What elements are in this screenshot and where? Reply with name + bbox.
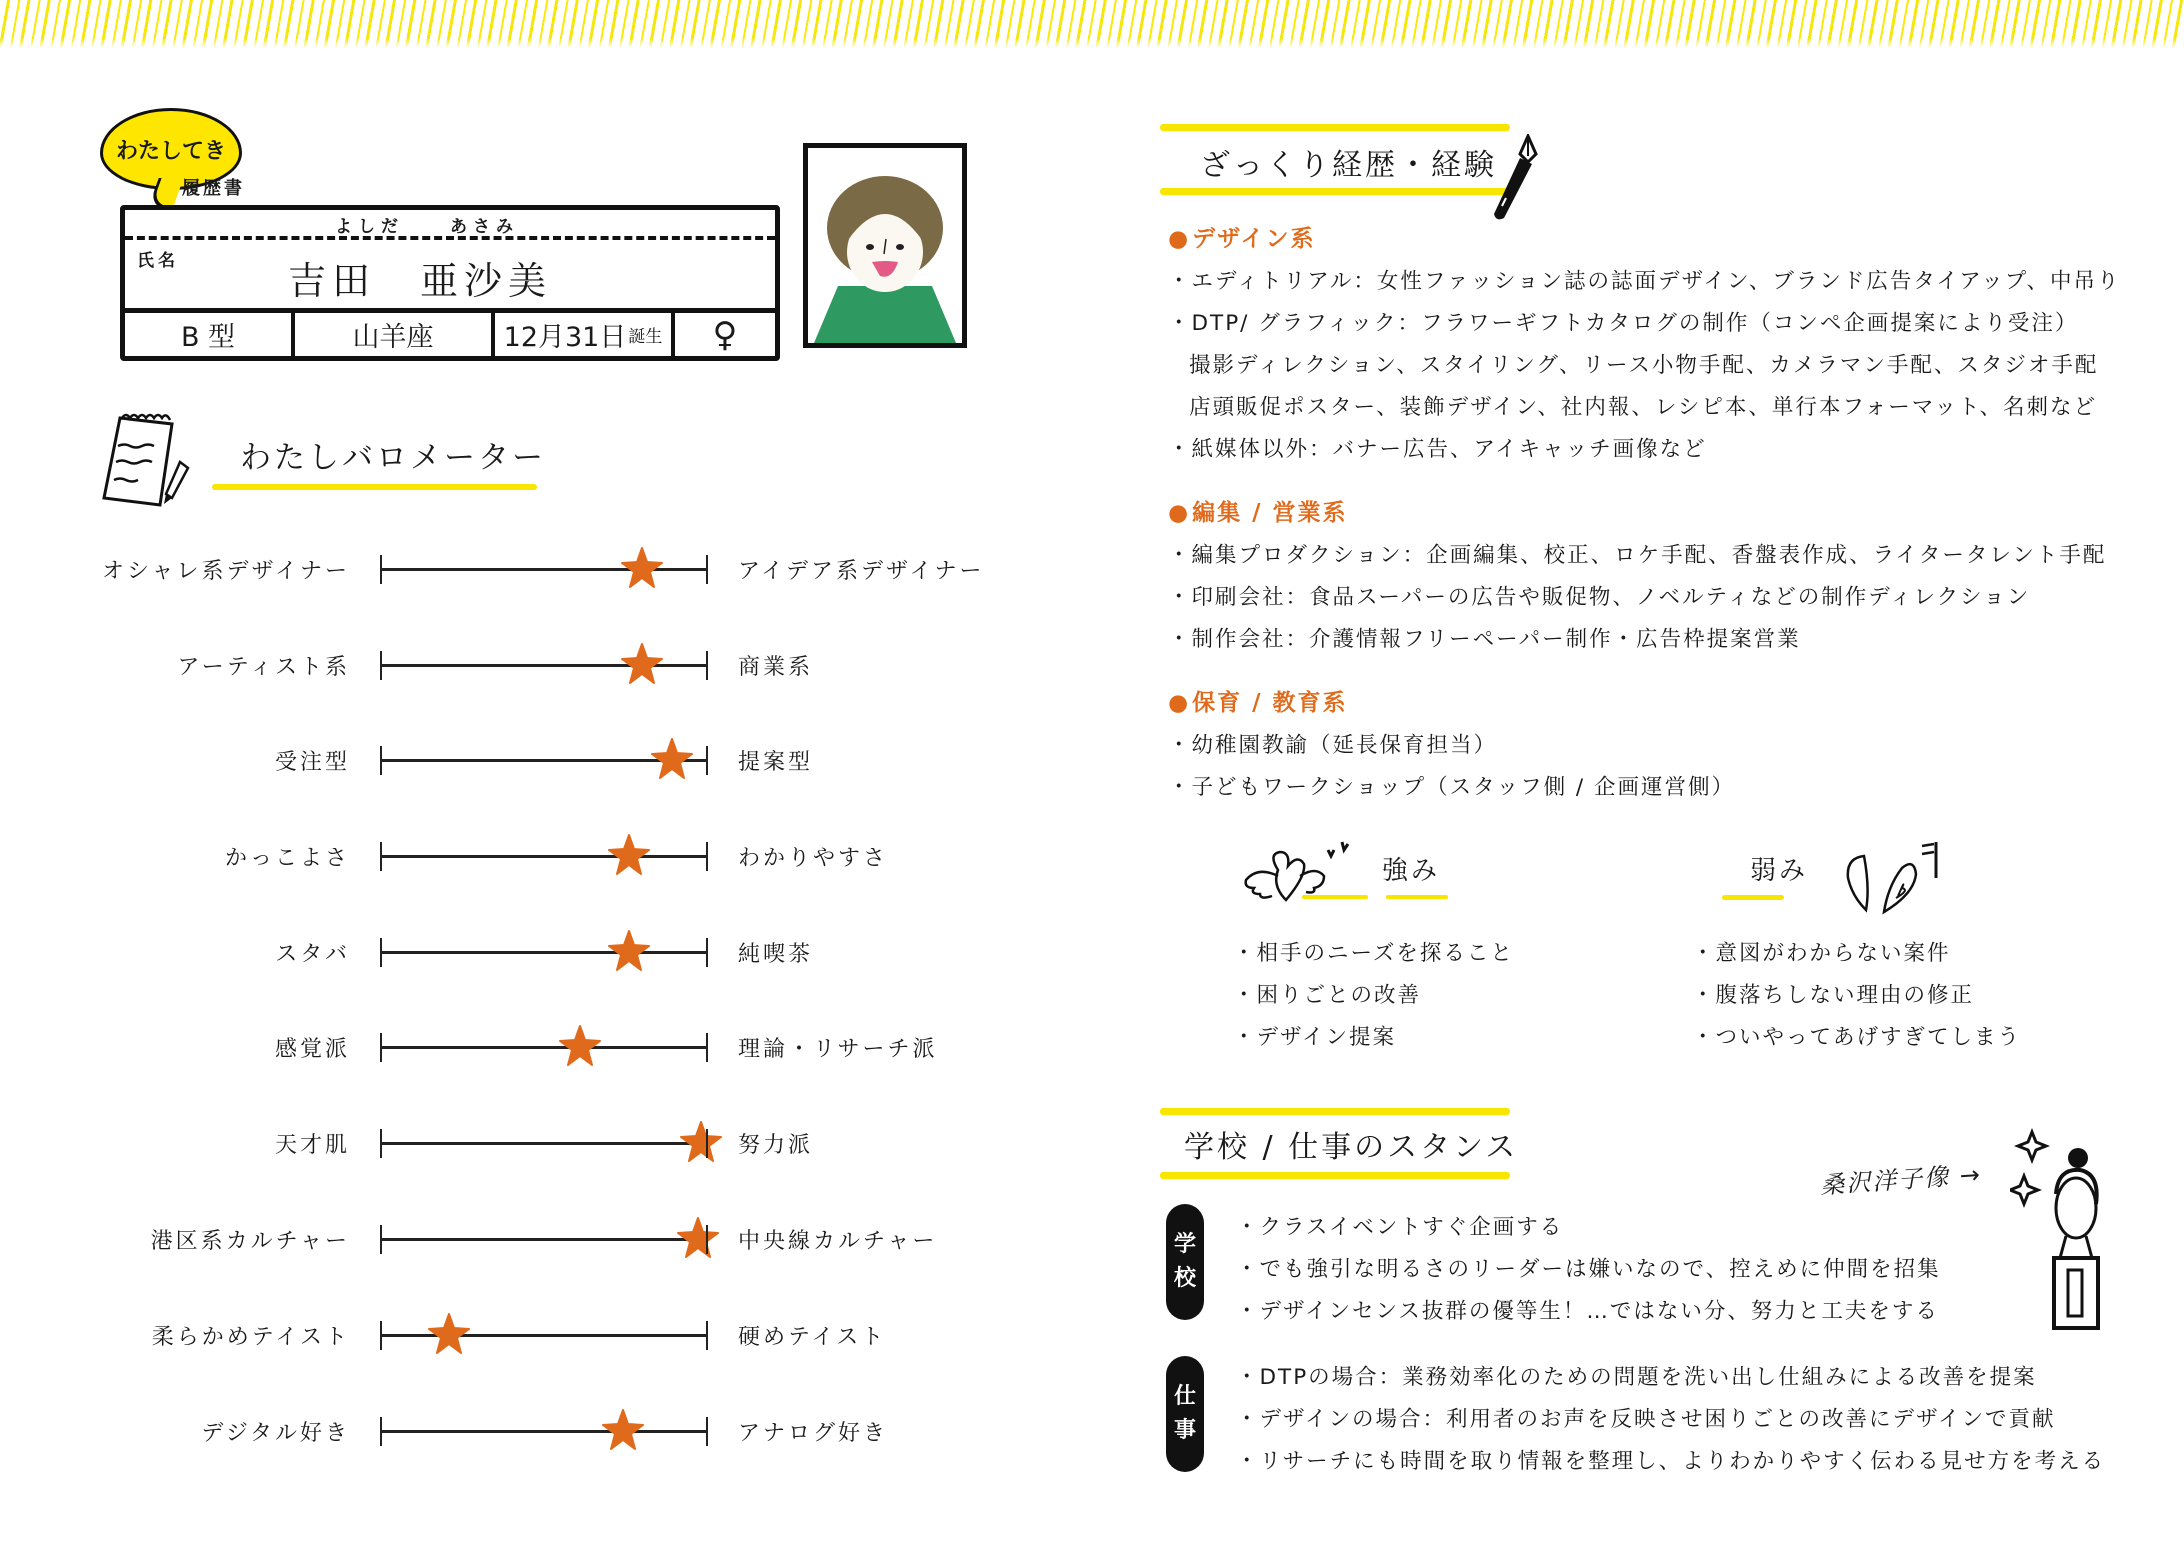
blood-type-value: B 型 (180, 322, 236, 353)
star-marker-icon (620, 642, 664, 686)
barometer-right-label: 提案型 (738, 750, 814, 775)
zodiac-value: 山羊座 (352, 322, 434, 353)
barometer-row (0, 1220, 1050, 1260)
barometer-left-label: デジタル好き (201, 1421, 350, 1446)
yellow-underline (1160, 1108, 1510, 1115)
work-stance-item: ・デザインの場合：利用者のお声を反映させ困りごとの改善にデザインで貢献 (1236, 1407, 2056, 1432)
barometer-row (0, 550, 1050, 590)
barometer-track (380, 759, 708, 762)
broken-heart-icon (1840, 838, 1950, 918)
yellow-underline (1160, 188, 1510, 195)
school-stance-item: ・デザインセンス抜群の優等生！…ではない分、努力と工夫をする (1236, 1299, 1939, 1324)
barometer-track (380, 855, 708, 858)
barometer-title: わたしバロメーター (240, 440, 546, 476)
career-line: ・子どもワークショップ（スタッフ側 / 企画運営側） (1168, 775, 1735, 800)
barometer-right-label: アナログ好き (738, 1421, 889, 1446)
weakness-item: ・意図がわからない案件 (1692, 941, 1951, 966)
yellow-underline (1160, 1172, 1510, 1179)
barometer-row (0, 741, 1050, 781)
star-marker-icon (558, 1024, 602, 1068)
birthday-suffix: 誕生 (628, 327, 663, 347)
weaknesses-title: 弱み (1750, 856, 1809, 886)
school-stance-item: ・クラスイベントすぐ企画する (1236, 1215, 1564, 1240)
star-marker-icon (676, 1216, 720, 1260)
barometer-left-label: 感覚派 (274, 1037, 350, 1062)
gender (675, 313, 775, 356)
star-marker-icon (679, 1120, 723, 1164)
barometer-track (380, 664, 708, 667)
handwritten-note: 桑沢洋子像 → (1819, 1160, 1983, 1200)
portrait-icon (808, 148, 962, 343)
work-stance-item: ・DTPの場合：業務効率化のための問題を洗い出し仕組みによる改善を提案 (1236, 1365, 2037, 1390)
barometer-left-label: スタバ (275, 942, 350, 967)
career-line: ・紙媒体以外：バナー広告、アイキャッチ画像など (1168, 437, 1707, 462)
strength-item: ・困りごとの改善 (1233, 983, 1422, 1008)
yellow-underline (1160, 124, 1510, 131)
career-line: ・制作会社：介護情報フリーペーパー制作・広告枠提案営業 (1168, 627, 1801, 652)
barometer-track (380, 1334, 708, 1337)
barometer-row (0, 1028, 1050, 1068)
barometer-right-label: アイデア系デザイナー (738, 559, 985, 584)
career-line: ・編集プロダクション：企画編集、校正、ロケ手配、香盤表作成、ライタータレント手配 (1168, 543, 2107, 568)
barometer-left-label: 柔らかめテイスト (151, 1325, 350, 1350)
category-editing-sales: ● 編集 / 営業系 (1168, 494, 1348, 527)
resume-subtitle: 履歴書 (182, 178, 245, 199)
barometer-row (0, 1316, 1050, 1356)
winged-heart-icon (1238, 840, 1358, 910)
career-line: ・DTP/ グラフィック：フラワーギフトカタログの制作（コンペ企画提案により受注） (1168, 311, 2079, 336)
weakness-item: ・ついやってあげすぎてしまう (1692, 1025, 2022, 1050)
star-marker-icon (427, 1312, 471, 1356)
stance-title: 学校 / 仕事のスタンス (1184, 1130, 1519, 1165)
barometer-track (380, 1142, 708, 1145)
name-label: 氏名 (137, 251, 179, 271)
barometer-row (0, 837, 1050, 877)
decorative-yellow-stripe (0, 0, 2184, 48)
star-marker-icon (607, 833, 651, 877)
career-line: 撮影ディレクション、スタイリング、リース小物手配、カメラマン手配、スタジオ手配 (1189, 353, 2099, 378)
barometer-track (380, 951, 708, 954)
yellow-underline (1302, 895, 1368, 899)
furigana (335, 212, 565, 237)
star-marker-icon (601, 1408, 645, 1452)
barometer-left-label: オシャレ系デザイナー (101, 559, 350, 584)
work-badge (1166, 1356, 1204, 1472)
barometer-left-label: アーティスト系 (177, 655, 350, 680)
barometer-left-label: かっこよさ (224, 846, 350, 871)
barometer-row (0, 1412, 1050, 1452)
birthday (495, 313, 675, 356)
school-stance-item: ・でも強引な明るさのリーダーは嫌いなので、控えめに仲間を招集 (1236, 1257, 1941, 1282)
fountain-pen-icon (1490, 134, 1540, 222)
star-marker-icon (620, 546, 664, 590)
barometer-row (0, 1124, 1050, 1164)
profile-info-row (125, 308, 775, 356)
barometer-left-label: 受注型 (274, 750, 350, 775)
notepad-pencil-icon (100, 410, 215, 510)
career-line: ・幼稚園教諭（延長保育担当） (1168, 733, 1498, 758)
statue-figure-icon (2010, 1128, 2110, 1333)
barometer-left-label: 港区系カルチャー (150, 1229, 350, 1254)
barometer-right-label: わかりやすさ (738, 846, 889, 871)
school-badge-char: 学 (1173, 1232, 1196, 1257)
category-childcare-education: ● 保育 / 教育系 (1168, 684, 1348, 717)
work-stance-item: ・リサーチにも時間を取り情報を整理し、よりわかりやすく伝わる見せ方を考える (1236, 1449, 2106, 1474)
blood-type (125, 313, 295, 356)
barometer-right-label: 純喫茶 (738, 942, 814, 967)
barometer-track (380, 1046, 708, 1049)
yellow-underline (1722, 895, 1784, 900)
work-badge-char: 仕 (1173, 1384, 1196, 1409)
career-line: 店頭販促ポスター、装飾デザイン、社内報、レシピ本、単行本フォーマット、名刺など (1189, 395, 2098, 420)
barometer-right-label: 商業系 (738, 655, 814, 680)
resume-card (120, 205, 780, 361)
barometer-row (0, 646, 1050, 686)
star-marker-icon (607, 929, 651, 973)
barometer-left-label: 天才肌 (274, 1133, 350, 1158)
yellow-underline (1386, 895, 1448, 899)
barometer-right-label: 中央線カルチャー (738, 1229, 938, 1254)
career-title: ざっくり経歴・経験 (1200, 148, 1497, 183)
career-line: ・エディトリアル：女性ファッション誌の誌面デザイン、ブランド広告タイアップ、中吊り (1168, 269, 2121, 294)
strength-item: ・デザイン提案 (1233, 1025, 1396, 1050)
star-marker-icon (650, 737, 694, 781)
birthday-value: 12月31日 (503, 322, 627, 353)
career-line: ・印刷会社：食品スーパーの広告や販促物、ノベルティなどの制作ディレクション (1168, 585, 2031, 610)
full-name: 吉田 亜沙美 (287, 259, 552, 303)
zodiac (295, 313, 495, 356)
female-icon: ♀ (712, 314, 738, 355)
strength-item: ・相手のニーズを探ること (1233, 941, 1514, 966)
portrait-illustration (803, 143, 967, 348)
work-badge-char: 事 (1173, 1418, 1196, 1443)
category-design: ● デザイン系 (1168, 220, 1315, 253)
barometer-row (0, 933, 1050, 973)
barometer-track (380, 1430, 708, 1433)
weakness-item: ・腹落ちしない理由の修正 (1692, 983, 1975, 1008)
strengths-title: 強み (1382, 856, 1441, 886)
barometer-right-label: 努力派 (738, 1133, 814, 1158)
school-badge-char: 校 (1173, 1266, 1196, 1291)
yellow-underline (212, 484, 537, 490)
dotted-divider (125, 236, 775, 240)
furigana-given: あさみ (450, 217, 519, 237)
furigana-family: よしだ (335, 217, 404, 237)
barometer-right-label: 理論・リサーチ派 (738, 1037, 938, 1062)
barometer-right-label: 硬めテイスト (738, 1325, 887, 1350)
bubble-label: わたしてき (115, 138, 226, 164)
school-badge (1166, 1204, 1204, 1320)
barometer-track (380, 568, 708, 571)
barometer-track (380, 1238, 708, 1241)
